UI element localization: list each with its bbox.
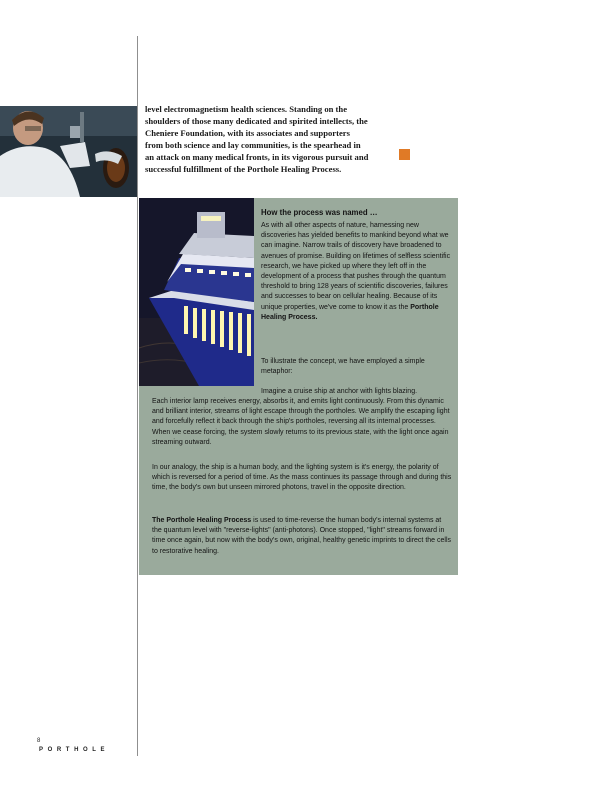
panel-heading: How the process was named …	[261, 208, 378, 217]
panel-paragraph-3: Each interior lamp receives energy, absorbs it, and emits light continuously. From this dynamic and brilliant interior, streams of light escape through the portholes. We amplify the escaping light and forcefully reflect it back through the ship's portholes, reversing all its internal processes. When we cease forcing, the system slowly returns to its previous state, with the light once again streaming outward.	[152, 398, 450, 446]
vertical-rule	[137, 36, 138, 756]
brand-wordmark: PORTHOLE	[39, 747, 110, 753]
scientist-photo	[0, 106, 137, 197]
panel-paragraph-1	[261, 221, 455, 323]
panel-paragraph-2: To illustrate the concept, we have employed a simple metaphor:	[261, 358, 425, 376]
scientist-photo-art	[0, 106, 137, 197]
panel-paragraph-1-text: As with all other aspects of nature, harnessing new discoveries has yielded benefits to mankind beyond what we can imagine. Narrow trails of discovery have broadened to avenues of promise. Building on lifetimes of selfless scientific research, we have picked up where they left off in the development of a process that pushes through the quantum threshold to bring 128 years of scientific discoveries, failures and successes to bear on cellular healing. Because of its unique properties, we've come to know it as the	[261, 222, 451, 311]
page-number: 8	[37, 738, 41, 744]
panel-paragraph-5-text: is used to time-reverse the human body's internal systems at the quantum level with "reverse-lights" (anti-photons). Once stopped, "light" streams forward in time once again, but now with the body's own, original, healthy genetic imprints to direct the cells to restorative healing.	[152, 517, 451, 555]
panel-paragraph-5	[152, 516, 452, 557]
panel-paragraph-1-emphasis: Porthole Healing Process.	[261, 303, 439, 321]
panel-paragraph-3-start: Imagine a cruise ship at anchor with lights blazing.	[261, 388, 418, 395]
panel-paragraph-4: In our analogy, the ship is a human body, and the lighting system is it's energy, the polarity of which is reversed for a period of time. As the mass continues its passage through and during this time, the body's own but unseen mirrored photons, travel in the opposite direction.	[152, 464, 452, 492]
intro-paragraph: level electromagnetism health sciences. Standing on the shoulders of those many dedicated and spirited intellects, the Cheniere Foundation, with its associates and supporters from both science and lay communities, is the spearhead in an attack on many medical fronts, in its vigorous pursuit and successful fulfillment of the Porthole Healing Process.	[145, 104, 369, 174]
ship-photo	[139, 198, 254, 386]
ship-photo-art	[139, 198, 254, 386]
orange-accent-square	[399, 149, 410, 160]
panel-paragraph-5-emphasis: The Porthole Healing Process	[152, 517, 252, 524]
